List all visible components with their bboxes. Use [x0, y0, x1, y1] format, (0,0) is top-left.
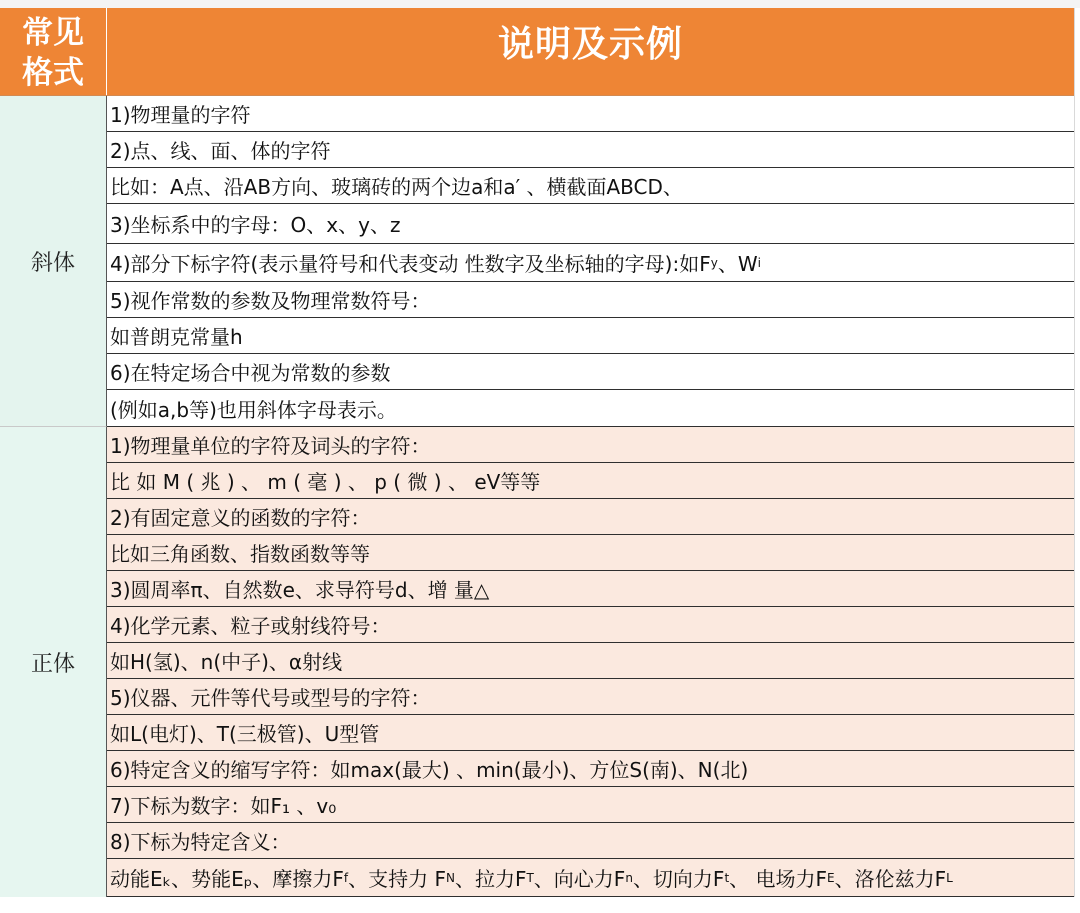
table-row: 1)物理量的字符	[107, 96, 1074, 132]
header-left-line1: 常见	[22, 14, 84, 51]
subscript: f	[343, 870, 349, 885]
upright-rows	[107, 427, 1074, 897]
category-upright: 正体	[0, 427, 107, 897]
table-row: 4)部分下标字符(表示量符号和代表变动 性数字及坐标轴的字母):如F y 、W i	[107, 244, 1074, 282]
format-table	[0, 8, 1075, 897]
subscript: L	[946, 870, 953, 885]
table-row: 4)化学元素、粒子或射线符号：	[107, 607, 1074, 643]
table-row: 比如：A点、沿AB方向、玻璃砖的两个边a和a′ 、横截面ABCD、	[107, 168, 1074, 204]
table-row: 8)下标为特定含义：	[107, 823, 1074, 859]
table-row: 5)视作常数的参数及物理常数符号：	[107, 282, 1074, 318]
subscript: i	[757, 255, 761, 270]
table-row: 2)有固定意义的函数的字符：	[107, 499, 1074, 535]
table-row: 7)下标为数字：如F₁ 、v₀	[107, 787, 1074, 823]
top-strip	[0, 0, 1080, 8]
table-row: 1)物理量单位的字符及词头的字符：	[107, 427, 1074, 463]
table-row: 6)特定含义的缩写字符：如max(最大) 、min(最小)、方位S(南)、N(北)	[107, 751, 1074, 787]
subscript: E	[827, 870, 835, 885]
table-header	[0, 8, 1074, 96]
category-italic: 斜体	[0, 96, 107, 427]
upright-section	[0, 427, 1074, 897]
table-row: (例如a,b等)也用斜体字母表示。	[107, 390, 1074, 427]
table-row: 5)仪器、元件等代号或型号的字符：	[107, 679, 1074, 715]
table-row: 2)点、线、面、体的字符	[107, 132, 1074, 168]
table-row: 比如三角函数、指数函数等等	[107, 535, 1074, 571]
subscript: T	[526, 870, 534, 885]
header-description: 说明及示例	[497, 24, 683, 65]
header-common-format	[0, 8, 107, 95]
table-row: 比 如 M ( 兆 ) 、 m ( 毫 ) 、 p ( 微 ) 、 eV等等	[107, 463, 1074, 499]
table-row: 如H(氢)、n(中子)、α射线	[107, 643, 1074, 679]
table-row: 3)圆周率π、自然数e、求导符号d、增 量△	[107, 571, 1074, 607]
table-row: 3)坐标系中的字母：O、x、y、z	[107, 204, 1074, 244]
subscript: y	[710, 255, 718, 270]
header-left-line2: 格式	[22, 54, 84, 91]
italic-section	[0, 96, 1074, 427]
subscript: t	[724, 870, 730, 885]
table-row: 6)在特定场合中视为常数的参数	[107, 354, 1074, 390]
italic-rows	[107, 96, 1074, 427]
subscript: n	[625, 870, 633, 885]
subscript: N	[445, 870, 455, 885]
table-row: 如L(电灯)、T(三极管)、U型管	[107, 715, 1074, 751]
table-row: 如普朗克常量h	[107, 318, 1074, 354]
table-row: 动能Eₖ、势能Eₚ、摩擦力F f 、支持力 F N 、拉力F T 、向心力F n 、切向力F t 、 电场力F E 、洛伦兹力F L	[107, 859, 1074, 897]
